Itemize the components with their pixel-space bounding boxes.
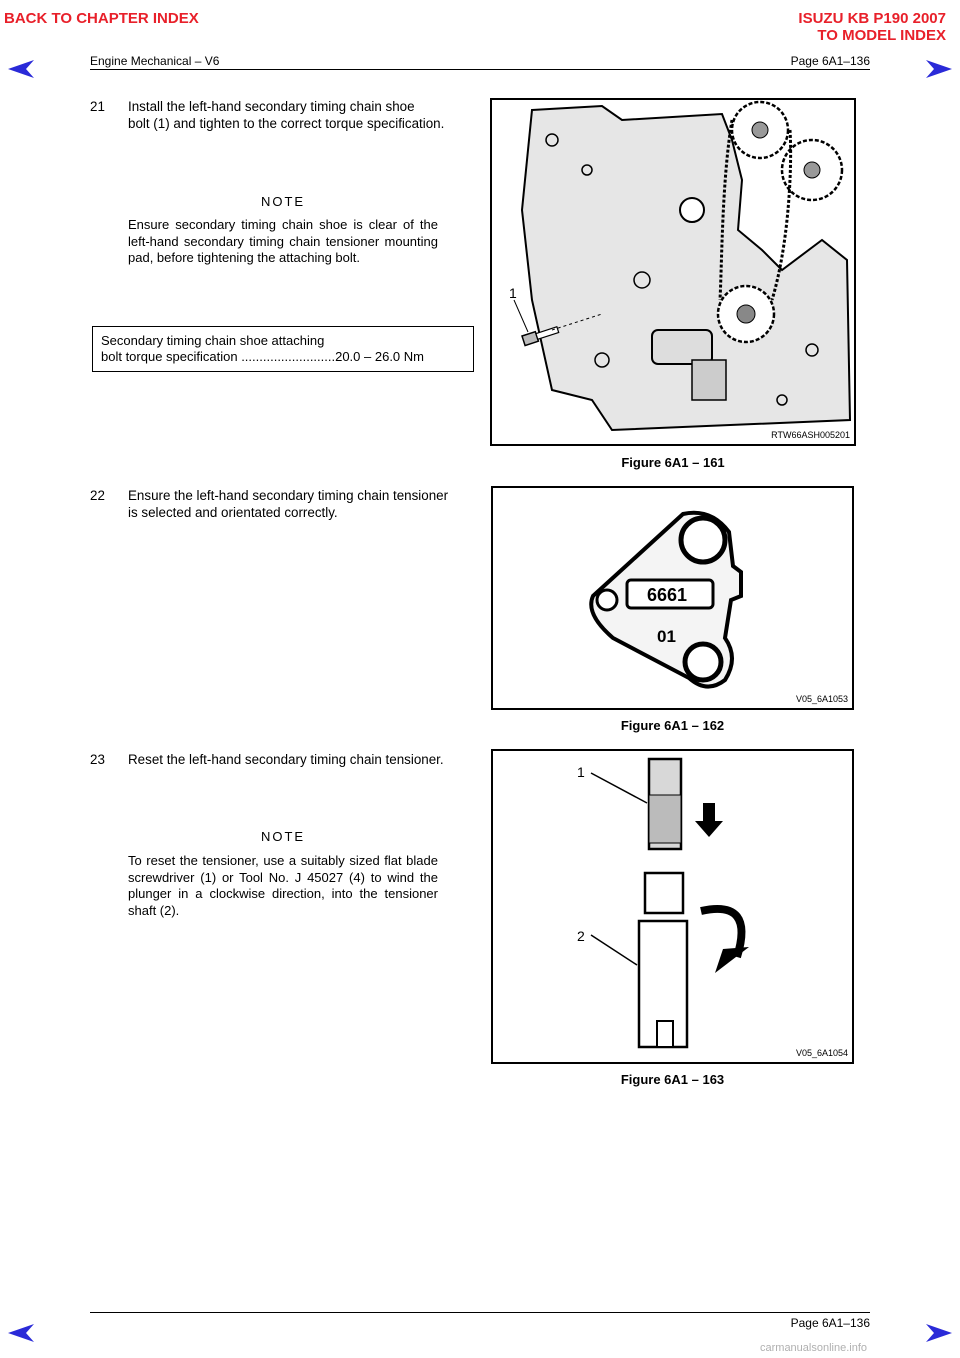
tensioner-reset-illustration <box>493 751 852 1062</box>
next-page-arrow-bottom-icon[interactable] <box>924 1322 954 1344</box>
figure-163-callout-2: 2 <box>577 928 585 944</box>
engine-timing-illustration <box>492 100 854 444</box>
step-number: 22 <box>90 488 105 503</box>
step-line: Reset the left-hand secondary timing chain tensioner. <box>128 752 444 767</box>
figure-code: V05_6A1053 <box>795 694 848 704</box>
step-line: Install the left-hand secondary timing chain shoe <box>128 99 415 114</box>
step-line: Ensure the left-hand secondary timing chain tensioner <box>128 488 449 503</box>
prev-page-arrow-icon[interactable] <box>6 58 36 80</box>
tensioner-stamp-top: 6661 <box>647 585 688 605</box>
figure-161-engine-front <box>490 98 856 446</box>
header-section-title: Engine Mechanical – V6 <box>90 54 220 68</box>
step-number: 21 <box>90 99 105 114</box>
watermark: carmanualsonline.info <box>760 1342 868 1354</box>
model-index-link[interactable] <box>798 10 946 44</box>
model-name[interactable]: ISUZU KB P190 2007 <box>798 10 946 27</box>
step-text <box>128 751 444 768</box>
figure-161-callout: 1 <box>509 285 517 301</box>
step-line: bolt (1) and tighten to the correct torque specification. <box>128 116 445 131</box>
figure-162-caption: Figure 6A1 – 162 <box>620 718 725 733</box>
torque-spec-box <box>92 326 474 372</box>
torque-line: Secondary timing chain shoe attaching <box>101 333 325 348</box>
figure-163-tensioner-reset <box>491 749 854 1064</box>
step-23 <box>90 751 490 775</box>
footer-page-number: Page 6A1–136 <box>790 1316 870 1330</box>
note-title: NOTE <box>260 194 306 209</box>
step-line: is selected and orientated correctly. <box>128 505 338 520</box>
footer-rule <box>90 1312 870 1313</box>
step-text <box>128 487 448 521</box>
tensioner-illustration <box>493 488 852 708</box>
step-number: 23 <box>90 752 105 767</box>
torque-line: bolt torque specification ..........................20.0 – 26.0 Nm <box>101 349 424 364</box>
step-text <box>128 98 444 132</box>
figure-162-tensioner <box>491 486 854 710</box>
note-body: To reset the tensioner, use a suitably sized flat blade screwdriver (1) or Tool No. J 45027 (4) to wind the plunger in a clockwise direction, into the tensioner shaft (2). <box>128 853 438 918</box>
to-model-index[interactable]: TO MODEL INDEX <box>817 27 946 44</box>
header-rule <box>90 69 870 70</box>
figure-161-caption: Figure 6A1 – 161 <box>621 455 725 470</box>
header-page-number: Page 6A1–136 <box>790 54 870 68</box>
note-body: Ensure secondary timing chain shoe is clear of the left-hand secondary timing chain tensioner mounting pad, before tightening the attaching bolt. <box>128 217 438 265</box>
step-22 <box>90 487 490 527</box>
step-21 <box>90 98 490 138</box>
figure-163-callout-1: 1 <box>577 764 585 780</box>
figure-code: V05_6A1054 <box>795 1048 848 1058</box>
figure-code: RTW66ASH005201 <box>771 430 850 440</box>
next-page-arrow-icon[interactable] <box>924 58 954 80</box>
back-to-chapter-index-link[interactable]: BACK TO CHAPTER INDEX <box>4 10 199 27</box>
prev-page-arrow-bottom-icon[interactable] <box>6 1322 36 1344</box>
tensioner-stamp-bottom: 01 <box>657 627 676 646</box>
note-title: NOTE <box>260 829 306 844</box>
figure-163-caption: Figure 6A1 – 163 <box>620 1072 725 1087</box>
